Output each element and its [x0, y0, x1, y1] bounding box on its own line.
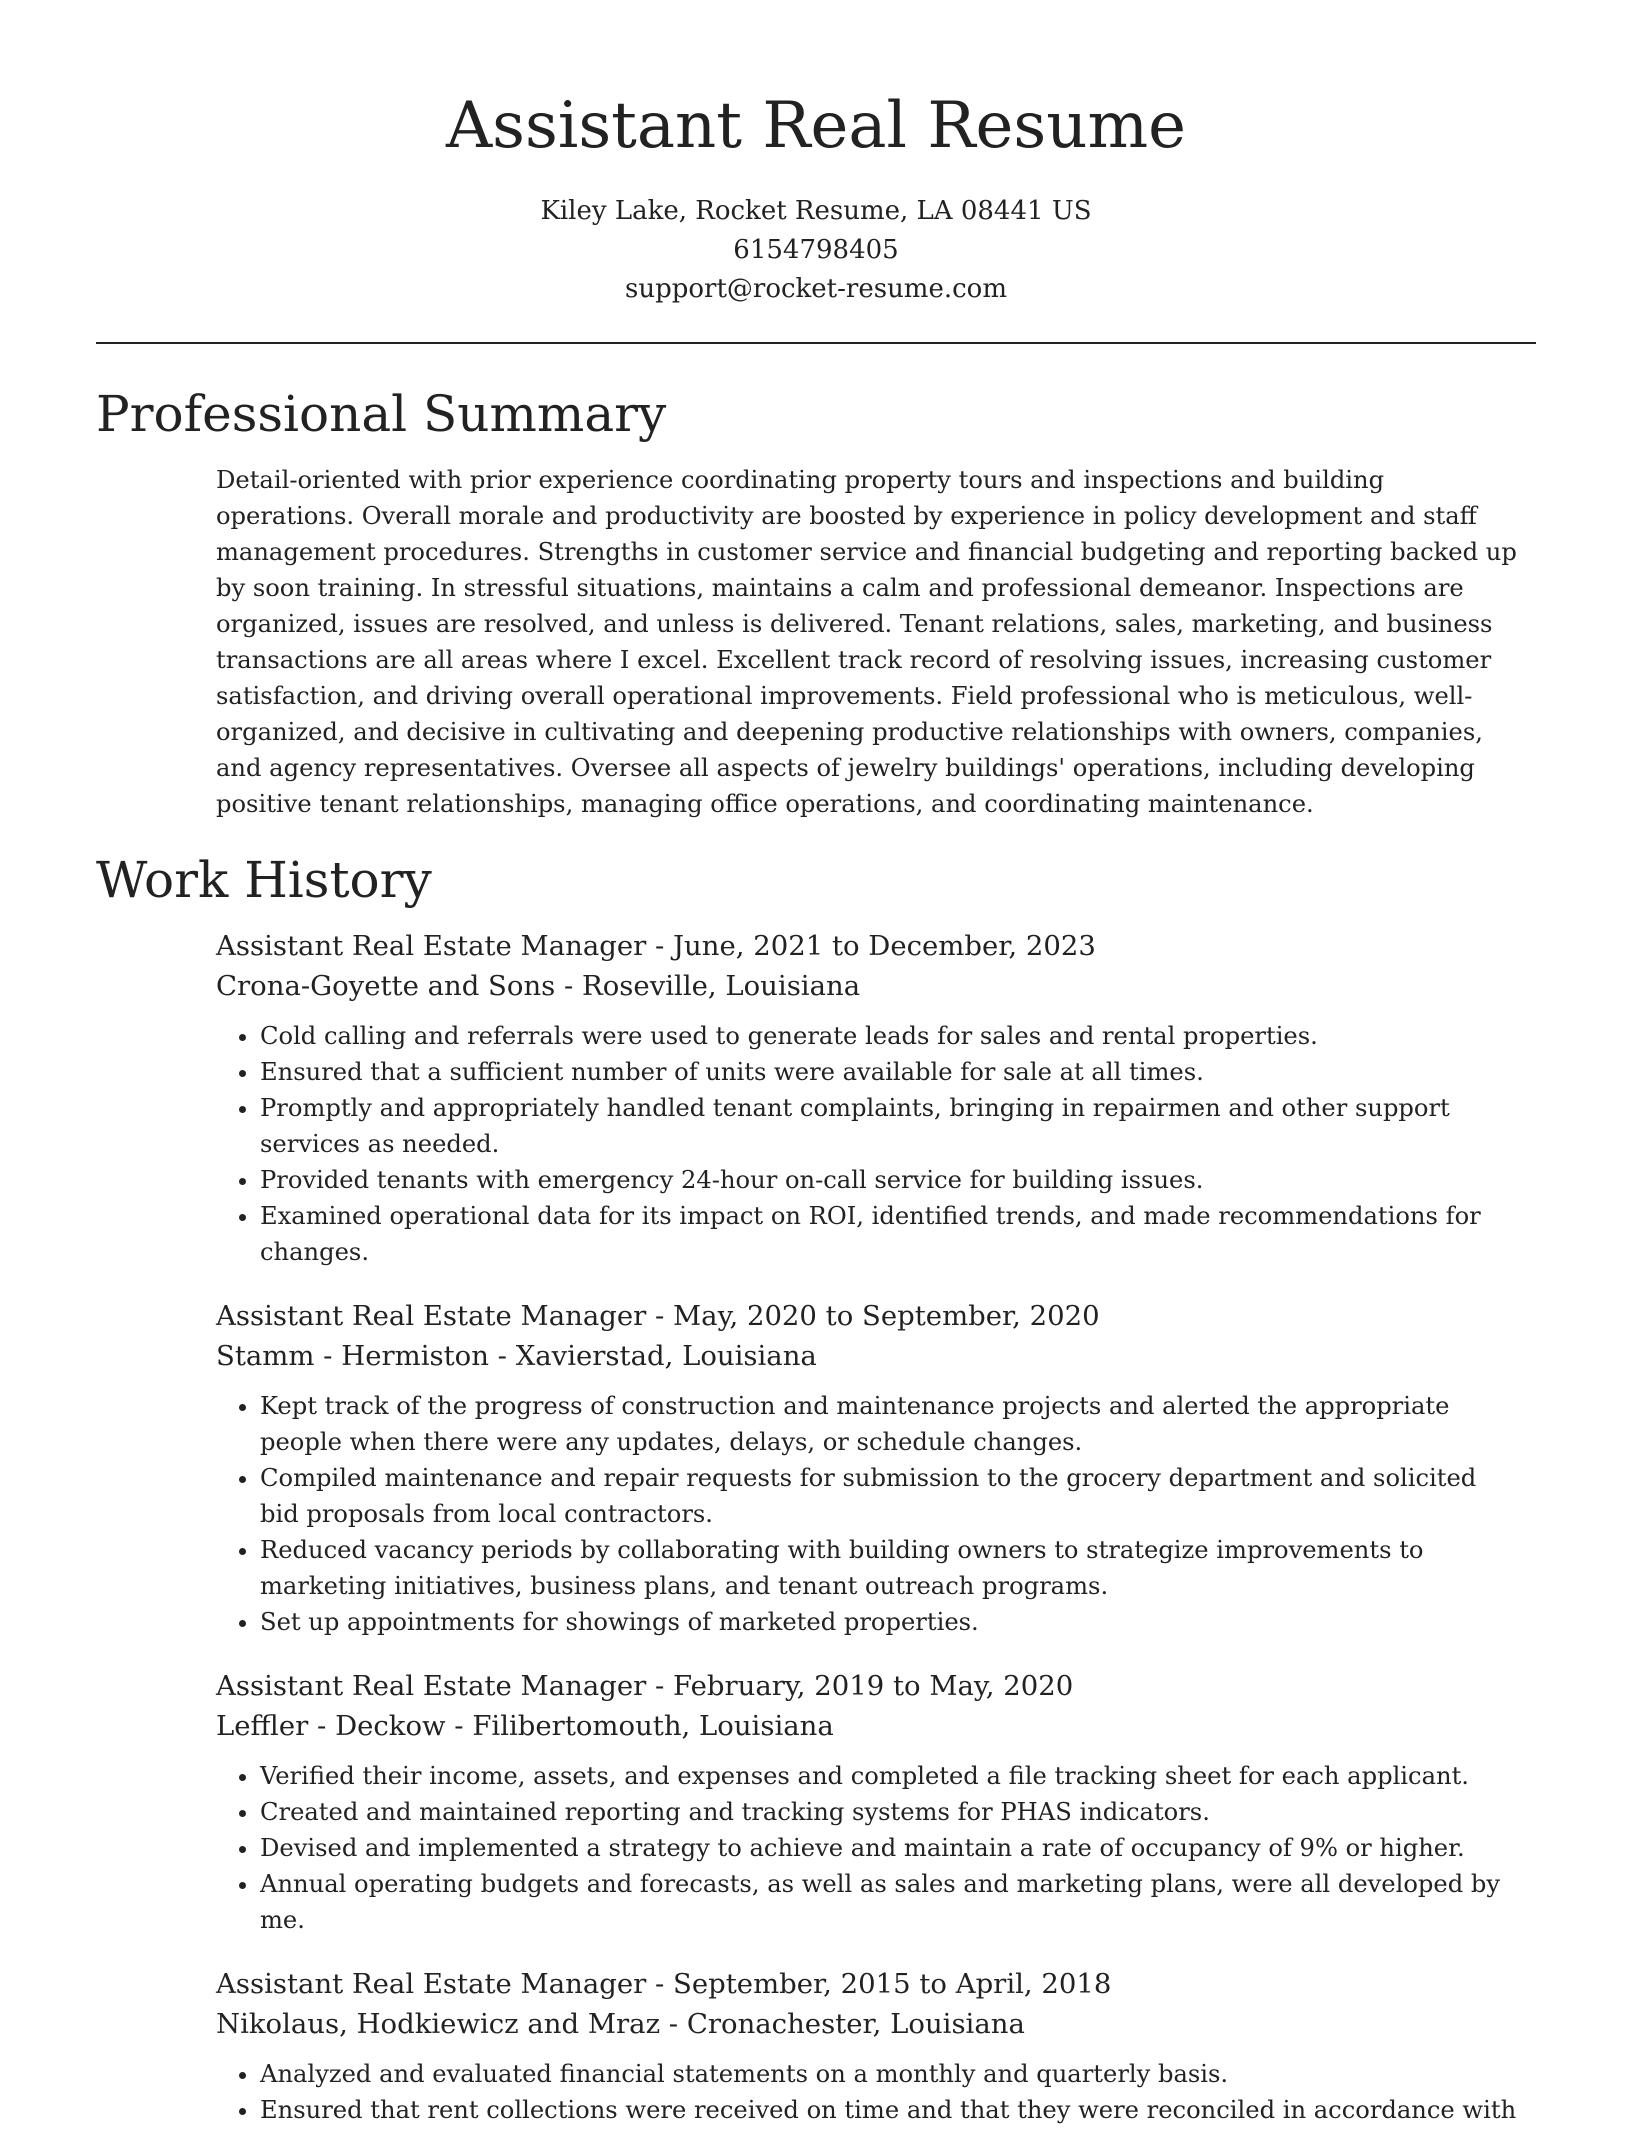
job-entry	[216, 1964, 1521, 2128]
header-divider	[96, 342, 1536, 344]
contact-email: support@rocket-resume.com	[624, 274, 1007, 304]
job-company-line	[216, 1336, 1521, 1376]
contact-block	[0, 192, 1632, 309]
job-role: Assistant Real Estate Manager	[216, 930, 647, 962]
job-entry	[216, 926, 1521, 1270]
job-bullet: • Verified their income, assets, and expenses and completed a file tracking sheet for each applicant.	[260, 1758, 1521, 1794]
job-bullet: • Ensured that a sufficient number of units were available for sale at all times.	[260, 1054, 1521, 1090]
job-title-line	[216, 1964, 1521, 2004]
job-bullet: • Examined operational data for its impact on ROI, identified trends, and made recommendations for changes.	[260, 1198, 1521, 1270]
page-title: Assistant Real Resume	[445, 89, 1187, 163]
work-history-heading: Work History	[96, 851, 432, 909]
work-history-section	[96, 850, 1536, 2154]
contact-phone: 6154798405	[733, 235, 899, 265]
job-dates: - February, 2019 to May, 2020	[646, 1670, 1074, 1702]
job-bullet: • Analyzed and evaluated financial statements on a monthly and quarterly basis.	[260, 2056, 1521, 2092]
job-title-line	[216, 1666, 1521, 1706]
job-company-line	[216, 2004, 1521, 2044]
job-bullet: • Reduced vacancy periods by collaborating with building owners to strategize improvements to marketing initiatives, business plans, and tenant outreach programs.	[260, 1532, 1521, 1604]
job-entry	[216, 1296, 1521, 1640]
summary-text: Detail-oriented with prior experience coordinating property tours and inspections and building operations. Overall morale and productivity are boosted by experience in policy development and staff management procedures. Strengths in customer service and financial budgeting and reporting backed up by soon training. In stressful situations, maintains a calm and professional demeanor. Inspections are organized, issues are resolved, and unless is delivered. Tenant relations, sales, marketing, and business transactions are all areas where I excel. Excellent track record of resolving issues, increasing customer satisfaction, and driving overall operational improvements. Field professional who is meticulous, well-organized, and decisive in cultivating and deepening productive relationships with owners, companies, and agency representatives. Oversee all aspects of jewelry buildings' operations, including developing positive tenant relationships, managing office operations, and coordinating maintenance.	[216, 466, 1517, 818]
job-company: Crona-Goyette and Sons	[216, 970, 556, 1002]
job-company-line	[216, 1706, 1521, 1746]
job-bullet: • Ensured that rent collections were received on time and that they were reconciled in accordance with	[260, 2092, 1521, 2128]
job-bullets	[216, 1018, 1521, 1270]
job-title-line	[216, 1296, 1521, 1336]
job-location: - Roseville, Louisiana	[555, 970, 861, 1002]
job-bullets	[216, 1388, 1521, 1640]
job-bullet: • Annual operating budgets and forecasts, as well as sales and marketing plans, were all developed by me.	[260, 1866, 1521, 1938]
job-company-line	[216, 966, 1521, 1006]
job-bullet: • Cold calling and referrals were used to generate leads for sales and rental properties.	[260, 1018, 1521, 1054]
job-title-line	[216, 926, 1521, 966]
job-bullet: • Devised and implemented a strategy to achieve and maintain a rate of occupancy of 9% or higher.	[260, 1830, 1521, 1866]
resume-header	[0, 0, 1632, 309]
job-bullet: • Promptly and appropriately handled tenant complaints, bringing in repairmen and other support services as needed.	[260, 1090, 1521, 1162]
job-dates: - May, 2020 to September, 2020	[646, 1300, 1100, 1332]
job-location: - Cronachester, Louisiana	[660, 2008, 1025, 2040]
job-dates: - September, 2015 to April, 2018	[646, 1968, 1112, 2000]
job-bullet: • Set up appointments for showings of marketed properties.	[260, 1604, 1521, 1640]
job-bullets	[216, 1758, 1521, 1938]
job-company: Leffler - Deckow	[216, 1710, 446, 1742]
job-company: Stamm - Hermiston	[216, 1340, 489, 1372]
job-location: - Filibertomouth, Louisiana	[445, 1710, 834, 1742]
job-bullets	[216, 2056, 1521, 2128]
job-bullet: • Provided tenants with emergency 24-hour on-call service for building issues.	[260, 1162, 1521, 1198]
work-history-body	[216, 926, 1521, 2128]
job-role: Assistant Real Estate Manager	[216, 1300, 647, 1332]
summary-section	[96, 384, 1536, 822]
summary-heading: Professional Summary	[96, 385, 667, 443]
job-role: Assistant Real Estate Manager	[216, 1670, 647, 1702]
summary-body	[216, 462, 1521, 822]
contact-address: Kiley Lake, Rocket Resume, LA 08441 US	[540, 196, 1092, 226]
job-bullet: • Created and maintained reporting and tracking systems for PHAS indicators.	[260, 1794, 1521, 1830]
job-role: Assistant Real Estate Manager	[216, 1968, 647, 2000]
job-bullet: • Compiled maintenance and repair requests for submission to the grocery department and solicited bid proposals from local contractors.	[260, 1460, 1521, 1532]
job-entry	[216, 1666, 1521, 1938]
job-dates: - June, 2021 to December, 2023	[646, 930, 1096, 962]
job-company: Nikolaus, Hodkiewicz and Mraz	[216, 2008, 661, 2040]
job-location: - Xavierstad, Louisiana	[488, 1340, 817, 1372]
job-bullet: • Kept track of the progress of construction and maintenance projects and alerted the appropriate people when there were any updates, delays, or schedule changes.	[260, 1388, 1521, 1460]
